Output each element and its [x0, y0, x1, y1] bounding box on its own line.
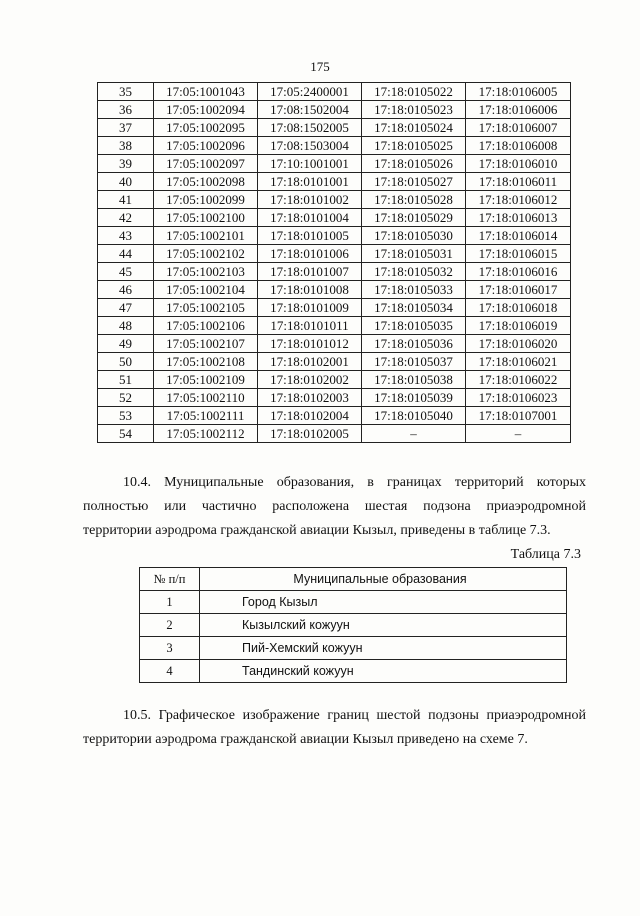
table-row [98, 209, 571, 227]
table-row [98, 299, 571, 317]
cadastral-number-cell: 17:05:1002095 [154, 119, 258, 137]
cadastral-number-cell: 17:05:1002109 [154, 371, 258, 389]
cadastral-number-cell: 17:05:1002112 [154, 425, 258, 443]
municipality-name: Кызылский кожуун [200, 614, 567, 637]
row-number: 41 [98, 191, 154, 209]
cadastral-number-cell: 17:18:0106012 [466, 191, 571, 209]
cadastral-number-cell: 17:18:0106008 [466, 137, 571, 155]
cadastral-number-cell: 17:05:1002102 [154, 245, 258, 263]
cadastral-number-cell: 17:05:1002111 [154, 407, 258, 425]
cadastral-number-cell: 17:18:0106010 [466, 155, 571, 173]
cadastral-number-cell: 17:18:0107001 [466, 407, 571, 425]
table-row [98, 155, 571, 173]
table-row [98, 227, 571, 245]
cadastral-number-cell: 17:18:0106005 [466, 83, 571, 101]
cadastral-number-cell: 17:18:0102005 [258, 425, 362, 443]
row-number: 36 [98, 101, 154, 119]
table-row [98, 101, 571, 119]
row-number: 39 [98, 155, 154, 173]
paragraph-10-4 [83, 471, 586, 543]
cadastral-number-cell: 17:18:0106022 [466, 371, 571, 389]
table-row [140, 614, 567, 637]
cadastral-number-cell: 17:05:1002106 [154, 317, 258, 335]
cadastral-number-cell: 17:18:0105037 [362, 353, 466, 371]
table-row [98, 173, 571, 191]
cadastral-number-cell: 17:18:0106013 [466, 209, 571, 227]
cadastral-number-cell: 17:18:0102004 [258, 407, 362, 425]
cadastral-number-cell: 17:05:1002096 [154, 137, 258, 155]
cadastral-number-cell: 17:05:1002097 [154, 155, 258, 173]
row-number: 38 [98, 137, 154, 155]
cadastral-number-cell: 17:18:0105036 [362, 335, 466, 353]
table-row [98, 407, 571, 425]
row-number: 46 [98, 281, 154, 299]
table-row [98, 83, 571, 101]
cadastral-number-cell: 17:18:0102002 [258, 371, 362, 389]
row-number: 40 [98, 173, 154, 191]
table-row [98, 317, 571, 335]
cadastral-number-cell: 17:18:0105035 [362, 317, 466, 335]
municipality-name: Город Кызыл [200, 591, 567, 614]
table-row [98, 119, 571, 137]
cadastral-table [97, 82, 571, 443]
cadastral-number-cell: 17:18:0101004 [258, 209, 362, 227]
cadastral-number-cell: 17:18:0105027 [362, 173, 466, 191]
paragraph-line: 10.5. Графическое изображение границ шестой подзоны приаэродромной [123, 708, 586, 723]
municipality-name: Тандинский кожуун [200, 660, 567, 683]
cadastral-number-cell: – [362, 425, 466, 443]
cadastral-number-cell: 17:18:0106018 [466, 299, 571, 317]
cadastral-number-cell: 17:18:0105023 [362, 101, 466, 119]
header-number: № п/п [140, 568, 200, 591]
row-number: 37 [98, 119, 154, 137]
cadastral-number-cell: 17:18:0105024 [362, 119, 466, 137]
cadastral-number-cell: 17:05:1002099 [154, 191, 258, 209]
cadastral-number-cell: 17:05:1002101 [154, 227, 258, 245]
row-number: 50 [98, 353, 154, 371]
municipalities-table [139, 567, 567, 683]
page-number: 175 [310, 59, 330, 74]
table-row [98, 335, 571, 353]
cadastral-number-cell: 17:18:0105026 [362, 155, 466, 173]
cadastral-number-cell: 17:18:0105022 [362, 83, 466, 101]
paragraph-line: территории аэродрома гражданской авиации Кызыл приведено на схеме 7. [83, 732, 528, 747]
cadastral-number-cell: 17:05:1002098 [154, 173, 258, 191]
cadastral-number-cell: 17:08:1502005 [258, 119, 362, 137]
cadastral-number-cell: 17:18:0101011 [258, 317, 362, 335]
row-number: 3 [140, 637, 200, 660]
table-row [140, 660, 567, 683]
table-row [140, 637, 567, 660]
cadastral-number-cell: 17:18:0106023 [466, 389, 571, 407]
row-number: 43 [98, 227, 154, 245]
cadastral-number-cell: 17:18:0101005 [258, 227, 362, 245]
paragraph-line: 10.4. Муниципальные образования, в границах территорий которых [123, 475, 586, 490]
row-number: 51 [98, 371, 154, 389]
row-number: 48 [98, 317, 154, 335]
cadastral-number-cell: 17:10:1001001 [258, 155, 362, 173]
cadastral-number-cell: 17:18:0106007 [466, 119, 571, 137]
cadastral-number-cell: 17:18:0106020 [466, 335, 571, 353]
paragraph-10-5 [83, 704, 586, 752]
municipality-name: Пий-Хемский кожуун [200, 637, 567, 660]
table-row [98, 191, 571, 209]
paragraph-line: полностью или частично расположена шестая подзона приаэродромной [83, 499, 586, 514]
cadastral-number-cell: 17:18:0102001 [258, 353, 362, 371]
cadastral-number-cell: 17:18:0105038 [362, 371, 466, 389]
cadastral-number-cell: 17:18:0106021 [466, 353, 571, 371]
cadastral-number-cell: 17:08:1503004 [258, 137, 362, 155]
cadastral-number-cell: 17:18:0105029 [362, 209, 466, 227]
cadastral-number-cell: 17:18:0102003 [258, 389, 362, 407]
cadastral-number-cell: 17:18:0105034 [362, 299, 466, 317]
cadastral-number-cell: 17:05:2400001 [258, 83, 362, 101]
row-number: 52 [98, 389, 154, 407]
cadastral-number-cell: 17:05:1001043 [154, 83, 258, 101]
cadastral-number-cell: 17:05:1002103 [154, 263, 258, 281]
row-number: 35 [98, 83, 154, 101]
cadastral-number-cell: 17:05:1002105 [154, 299, 258, 317]
cadastral-number-cell: 17:05:1002107 [154, 335, 258, 353]
cadastral-number-cell: 17:18:0105039 [362, 389, 466, 407]
cadastral-number-cell: 17:05:1002104 [154, 281, 258, 299]
row-number: 2 [140, 614, 200, 637]
cadastral-number-cell: 17:18:0106017 [466, 281, 571, 299]
cadastral-number-cell: 17:18:0106015 [466, 245, 571, 263]
cadastral-number-cell: 17:18:0105031 [362, 245, 466, 263]
row-number: 53 [98, 407, 154, 425]
cadastral-number-cell: 17:18:0106016 [466, 263, 571, 281]
row-number: 47 [98, 299, 154, 317]
cadastral-number-cell: 17:18:0101002 [258, 191, 362, 209]
cadastral-number-cell: 17:18:0106006 [466, 101, 571, 119]
cadastral-number-cell: – [466, 425, 571, 443]
table-row [98, 389, 571, 407]
cadastral-number-cell: 17:08:1502004 [258, 101, 362, 119]
cadastral-number-cell: 17:18:0101008 [258, 281, 362, 299]
cadastral-number-cell: 17:18:0105028 [362, 191, 466, 209]
cadastral-number-cell: 17:18:0105032 [362, 263, 466, 281]
cadastral-number-cell: 17:18:0106019 [466, 317, 571, 335]
table-row [98, 245, 571, 263]
cadastral-number-cell: 17:18:0105030 [362, 227, 466, 245]
table-row [98, 425, 571, 443]
cadastral-number-cell: 17:18:0101012 [258, 335, 362, 353]
table-header-row [140, 568, 567, 591]
paragraph-line: территории аэродрома гражданской авиации Кызыл, приведены в таблице 7.3. [83, 523, 551, 538]
row-number: 54 [98, 425, 154, 443]
cadastral-number-cell: 17:05:1002094 [154, 101, 258, 119]
cadastral-number-cell: 17:05:1002110 [154, 389, 258, 407]
cadastral-number-cell: 17:18:0106014 [466, 227, 571, 245]
row-number: 42 [98, 209, 154, 227]
table-row [98, 137, 571, 155]
row-number: 44 [98, 245, 154, 263]
cadastral-number-cell: 17:05:1002108 [154, 353, 258, 371]
cadastral-number-cell: 17:18:0101009 [258, 299, 362, 317]
table-row [98, 281, 571, 299]
cadastral-number-cell: 17:18:0105025 [362, 137, 466, 155]
table-caption: Таблица 7.3 [510, 547, 581, 562]
header-municipality: Муниципальные образования [200, 568, 567, 591]
cadastral-number-cell: 17:18:0105033 [362, 281, 466, 299]
cadastral-number-cell: 17:18:0106011 [466, 173, 571, 191]
table-row [140, 591, 567, 614]
row-number: 1 [140, 591, 200, 614]
cadastral-number-cell: 17:05:1002100 [154, 209, 258, 227]
table-row [98, 353, 571, 371]
row-number: 45 [98, 263, 154, 281]
row-number: 4 [140, 660, 200, 683]
table-row [98, 371, 571, 389]
cadastral-number-cell: 17:18:0101006 [258, 245, 362, 263]
cadastral-number-cell: 17:18:0101001 [258, 173, 362, 191]
cadastral-number-cell: 17:18:0105040 [362, 407, 466, 425]
cadastral-number-cell: 17:18:0101007 [258, 263, 362, 281]
table-row [98, 263, 571, 281]
row-number: 49 [98, 335, 154, 353]
